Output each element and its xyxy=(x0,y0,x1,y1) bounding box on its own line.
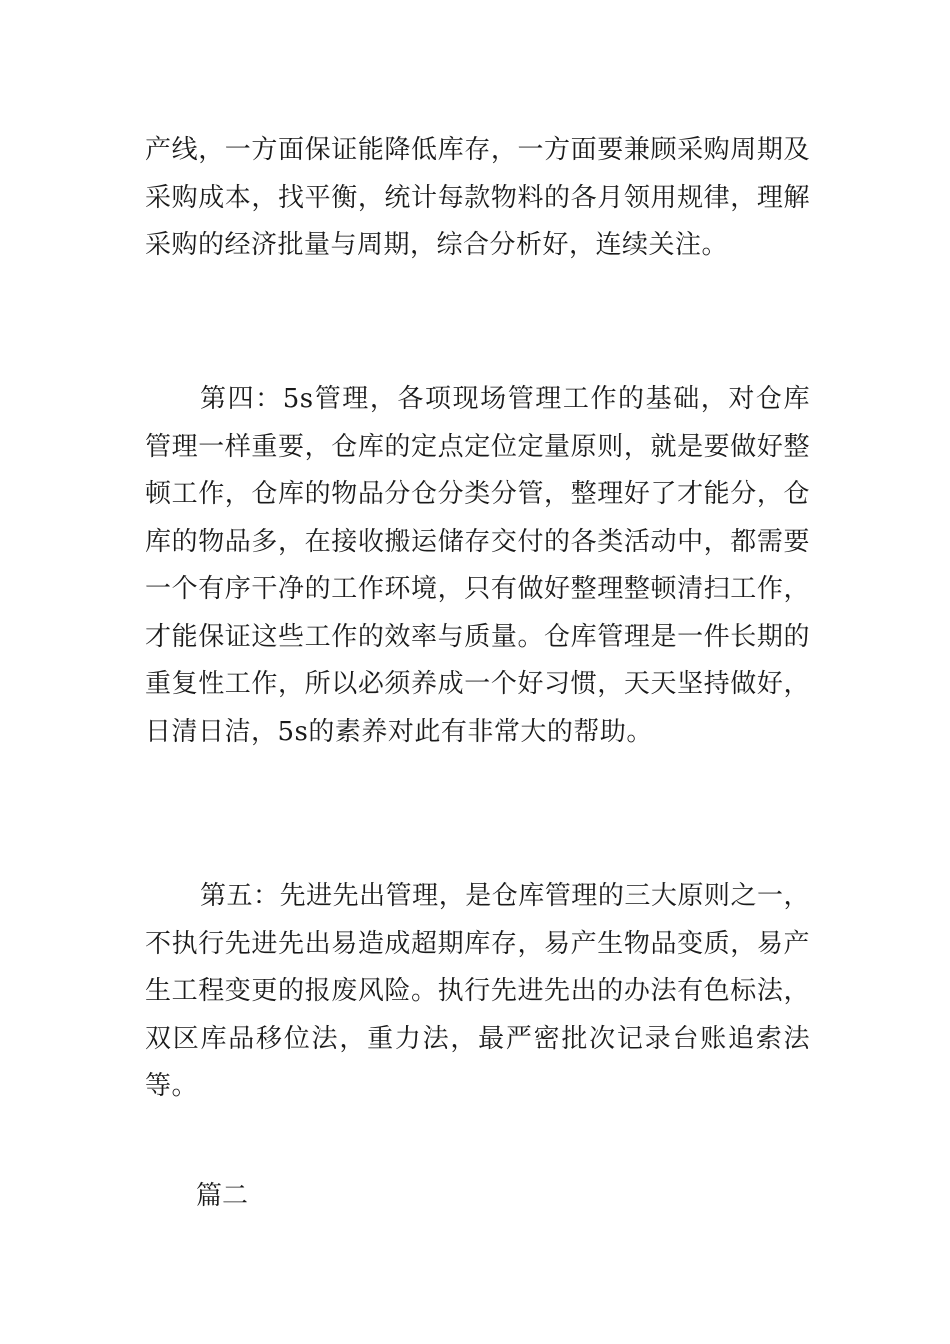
paragraph-fifth-fifo-management: 第五：先进先出管理，是仓库管理的三大原则之一，不执行先进先出易造成超期库存，易产生物品变质，易产生工程变更的报废风险。执行先进先出的办法有色标法，双区库品移位法，重力法，最严密批次记录台账追索法等。 xyxy=(145,881,810,1101)
section-heading: 篇二 xyxy=(196,1181,249,1211)
paragraph-continuation: 产线，一方面保证能降低库存，一方面要兼顾采购周期及采购成本，找平衡，统计每款物料的各月领用规律，理解采购的经济批量与周期，综合分析好，连续关注。 xyxy=(145,135,810,260)
paragraph-fourth-5s-management: 第四：5s管理，各项现场管理工作的基础，对仓库管理一样重要，仓库的定点定位定量原则，就是要做好整顿工作，仓库的物品分仓分类分管，整理好了才能分，仓库的物品多，在接收搬运储存交付的各类活动中，都需要一个有序干净的工作环境，只有做好整理整顿清扫工作，才能保证这些工作的效率与质量。仓库管理是一件长期的重复性工作，所以必须养成一个好习惯，天天坚持做好，日清日洁，5s的素养对此有非常大的帮助。 xyxy=(145,384,810,747)
